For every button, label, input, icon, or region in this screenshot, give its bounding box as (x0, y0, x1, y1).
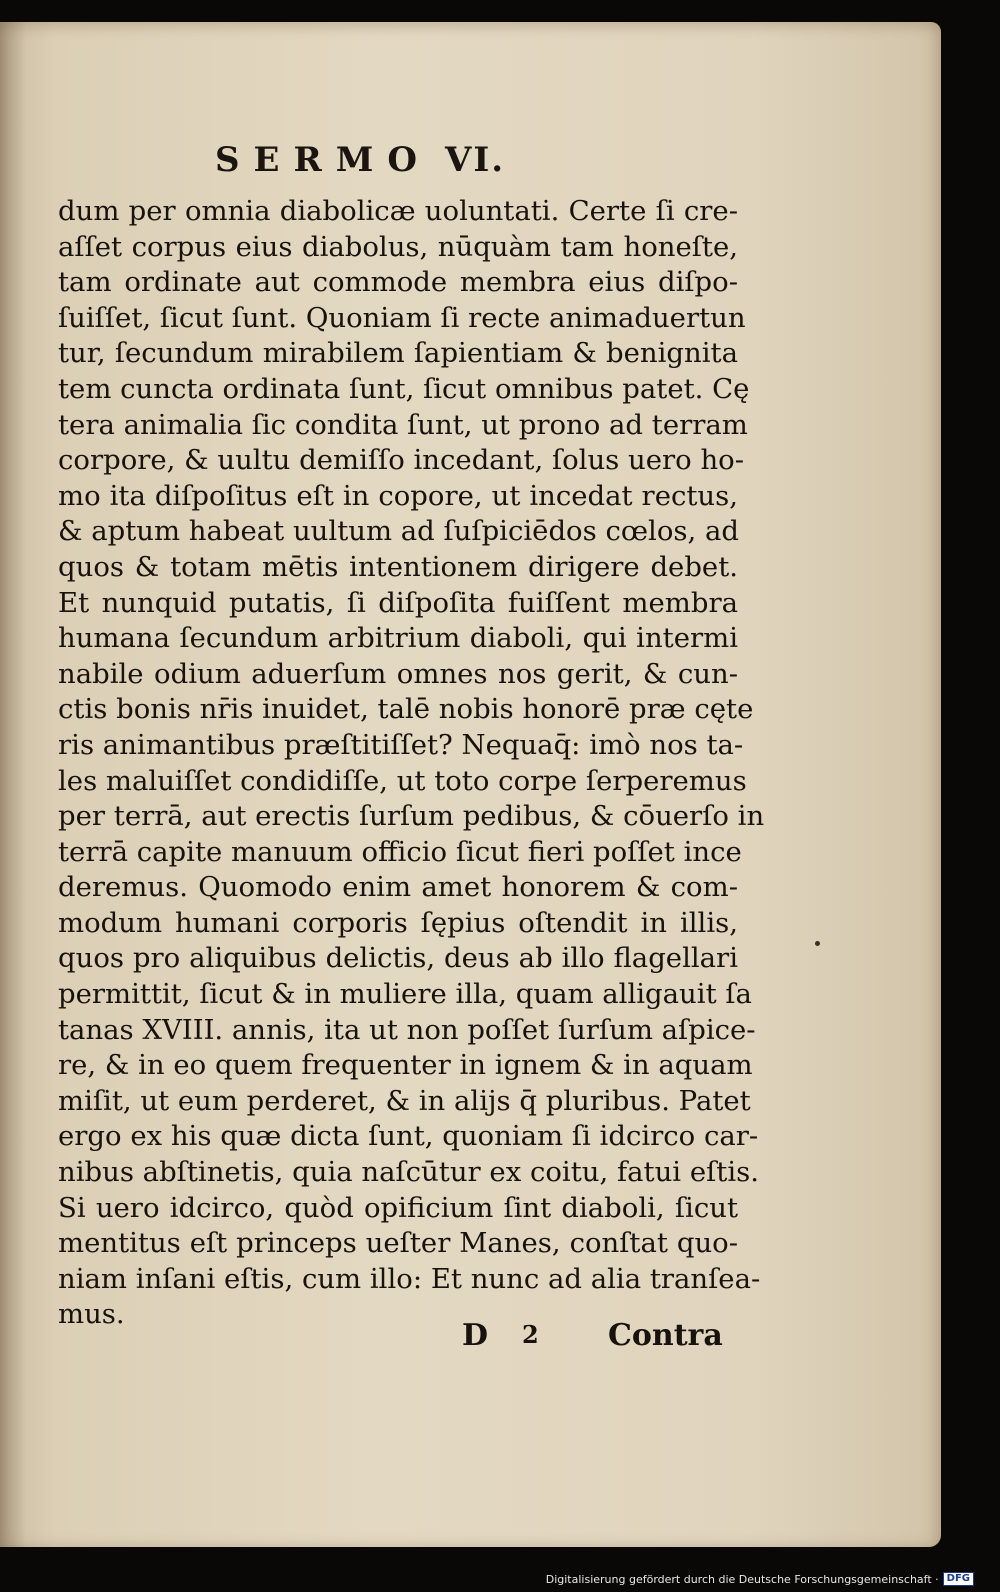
text-line: re, & in eo quem frequenter in ignem & in aquam (58, 1049, 753, 1082)
header-title: SERMO (215, 140, 431, 180)
text-line: ris animantibus præſtitiſſet? Nequaq̄: imò nos ta- (58, 728, 744, 761)
digitization-footer (546, 1572, 974, 1586)
text-line: tam ordinate aut commode membra eius diſpo- (58, 266, 738, 299)
text-line: mo ita diſpoſitus eſt in copore, ut incedat rectus, (58, 479, 738, 512)
signature-number: 2 (522, 1320, 539, 1349)
catchword: Contra (608, 1318, 723, 1353)
text-line: corpore, & uultu demiſſo incedant, ſolus uero ho- (58, 444, 745, 477)
text-line: terrā capite manuum officio ſicut fieri poſſet ince (58, 835, 742, 868)
text-line: niam inſani eſtis, cum illo: Et nunc ad alia tranſea- (58, 1262, 761, 1295)
footer-credit: Digitalisierung gefördert durch die Deutsche Forschungsgemeinschaft · (545, 1572, 939, 1586)
text-line: nibus abſtinetis, quia naſcūtur ex coitu, fatui eſtis. (58, 1156, 759, 1189)
text-line: tera animalia ſic condita ſunt, ut prono ad terram (58, 408, 748, 441)
text-line: deremus. Quomodo enim amet honorem & com- (58, 871, 738, 904)
signature-letter: D (462, 1318, 489, 1353)
text-line: aſſet corpus eius diabolus, nūquàm tam honeſte, (58, 230, 738, 263)
text-line: les maluiſſet condidiſſe, ut toto corpe ſerperemus (58, 764, 747, 797)
text-line: tur, ſecundum mirabilem ſapientiam & benignita (58, 337, 738, 370)
text-line: quos & totam mētis intentionem dirigere debet. (58, 550, 738, 583)
text-line: tem cuncta ordinata ſunt, ſicut omnibus patet. Cę (58, 372, 750, 405)
text-line: miſit, ut eum perderet, & in alijs q̄ pluribus. Patet (58, 1084, 751, 1117)
text-line: & aptum habeat uultum ad ſuſpiciēdos cœlos, ad (58, 515, 740, 548)
body-text (58, 194, 765, 1333)
text-line: Et nunquid putatis, ſi diſpoſita fuiſſent membra (58, 586, 738, 619)
ink-spot (815, 941, 820, 946)
running-header (215, 140, 505, 180)
text-line: ſuiſſet, ſicut ſunt. Quoniam ſi recte animaduertun (58, 301, 746, 334)
text-line: nabile odium aduerſum omnes nos gerit, & cun- (58, 657, 738, 690)
text-line: Si uero idcirco, quòd opificium ſint diaboli, ſicut (58, 1191, 738, 1224)
text-line: mus. (58, 1298, 125, 1331)
text-line: mentitus eſt princeps ueſter Manes, conſtat quo- (58, 1227, 738, 1260)
text-line: quos pro aliquibus delictis, deus ab illo flagellari (58, 942, 738, 975)
text-line: permittit, ſicut & in muliere illa, quam alligauit ſa (58, 978, 752, 1011)
text-line: modum humani corporis ſępius oſtendit in illis, (58, 906, 738, 939)
text-line: ergo ex his quæ dicta ſunt, quoniam ſi idcirco car- (58, 1120, 759, 1153)
header-number: VI. (444, 140, 506, 180)
text-line: dum per omnia diabolicæ uoluntati. Certe ſi cre- (58, 195, 738, 227)
text-line: tanas XVIII. annis, ita ut non poſſet ſurſum aſpice- (58, 1013, 756, 1046)
text-line: humana ſecundum arbitrium diaboli, qui intermi (58, 622, 738, 655)
text-line: per terrā, aut erectis ſurſum pedibus, & cōuerſo in (58, 800, 765, 833)
text-line: ctis bonis nr̄is inuidet, talē nobis honorē præ cęte (58, 693, 754, 726)
dfg-logo: DFG (943, 1572, 974, 1586)
